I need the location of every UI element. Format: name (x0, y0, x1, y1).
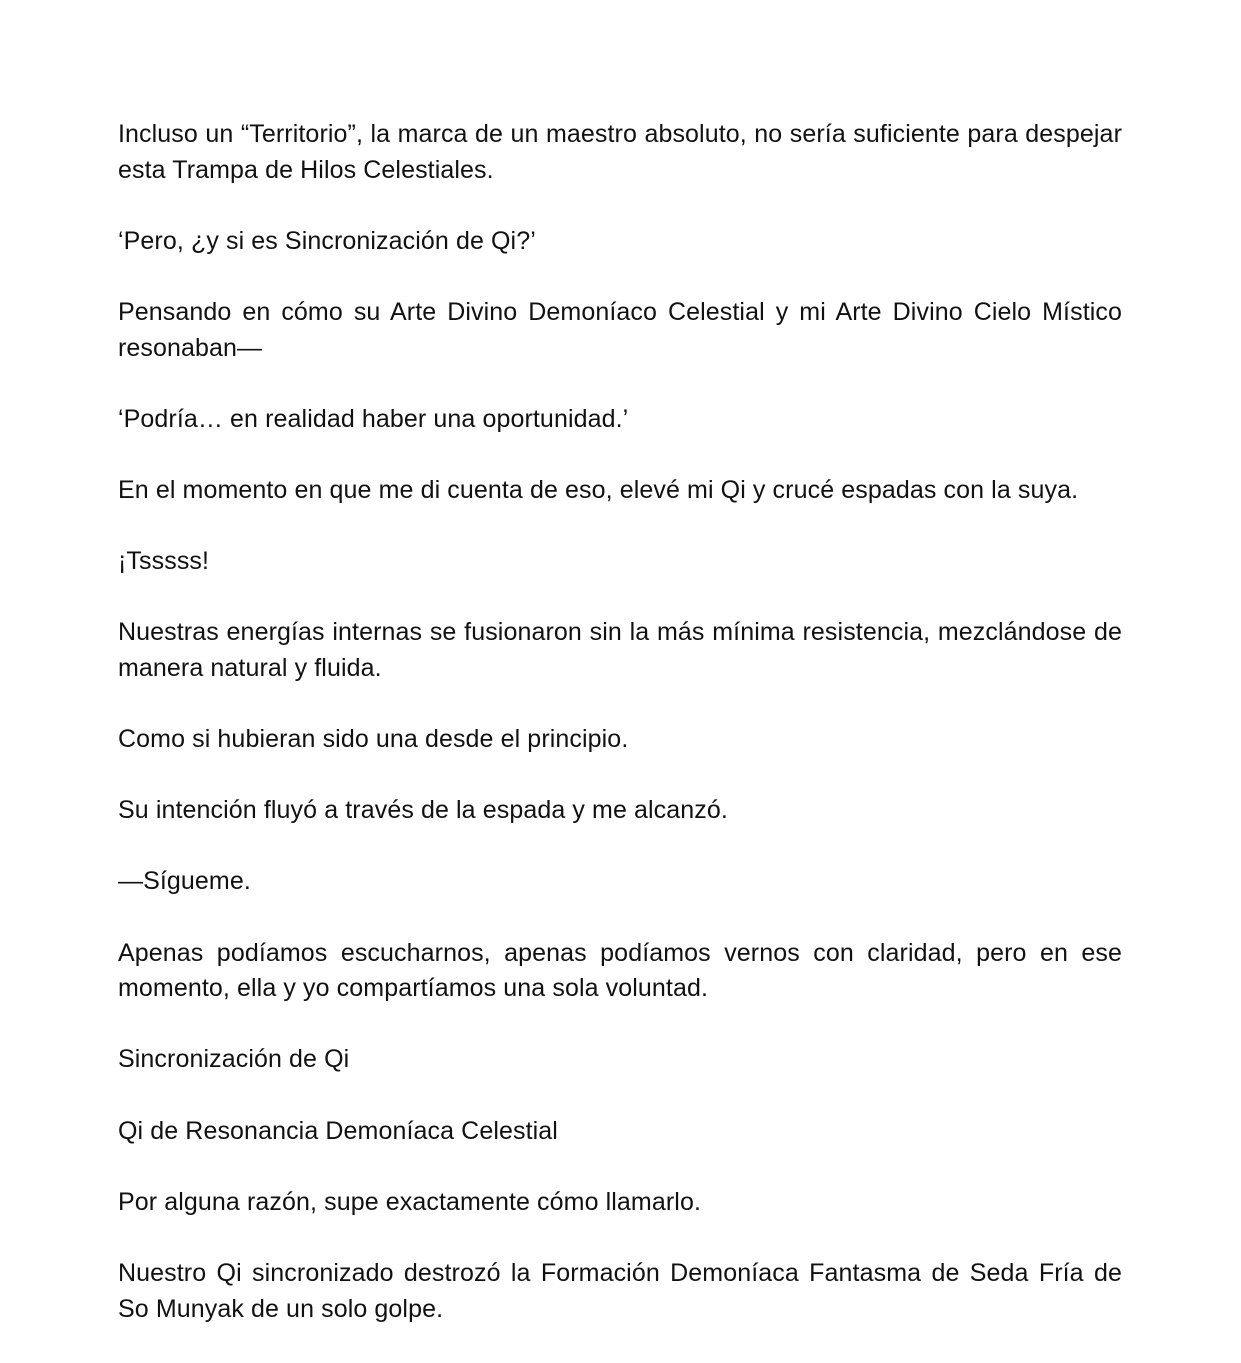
paragraph: Apenas podíamos escucharnos, apenas podíamos vernos con claridad, pero en ese momento, ella y yo compartíamos una sola voluntad. (118, 938, 1122, 1003)
paragraph: ‘Pero, ¿y si es Sincronización de Qi?’ (118, 226, 536, 255)
paragraph: Nuestro Qi sincronizado destrozó la Formación Demoníaca Fantasma de Seda Fría de So Munyak de un solo golpe. (118, 1259, 1122, 1323)
paragraph: Pensando en cómo su Arte Divino Demoníaco Celestial y mi Arte Divino Cielo Místico resonaban— (118, 297, 1122, 362)
paragraph: —Sígueme. (118, 867, 251, 896)
paragraph: Incluso un “Territorio”, la marca de un maestro absoluto, no sería suficiente para despejar esta Trampa de Hilos Celestiales. (118, 120, 1122, 184)
document-page (118, 117, 1122, 1363)
paragraph: Qi de Resonancia Demoníaca Celestial (118, 1116, 558, 1145)
paragraph: Por alguna razón, supe exactamente cómo llamarlo. (118, 1187, 701, 1216)
paragraph: Como si hubieran sido una desde el principio. (118, 725, 629, 754)
paragraph: Su intención fluyó a través de la espada y me alcanzó. (118, 796, 728, 825)
paragraph: ¡Tsssss! (118, 547, 210, 576)
paragraph: Nuestras energías internas se fusionaron sin la más mínima resistencia, mezclándose de manera natural y fluida. (118, 618, 1122, 682)
paragraph: En el momento en que me di cuenta de eso, elevé mi Qi y crucé espadas con la suya. (118, 475, 1079, 504)
paragraph: ‘Podría… en realidad haber una oportunidad.’ (118, 404, 629, 433)
paragraph: Sincronización de Qi (118, 1045, 350, 1074)
